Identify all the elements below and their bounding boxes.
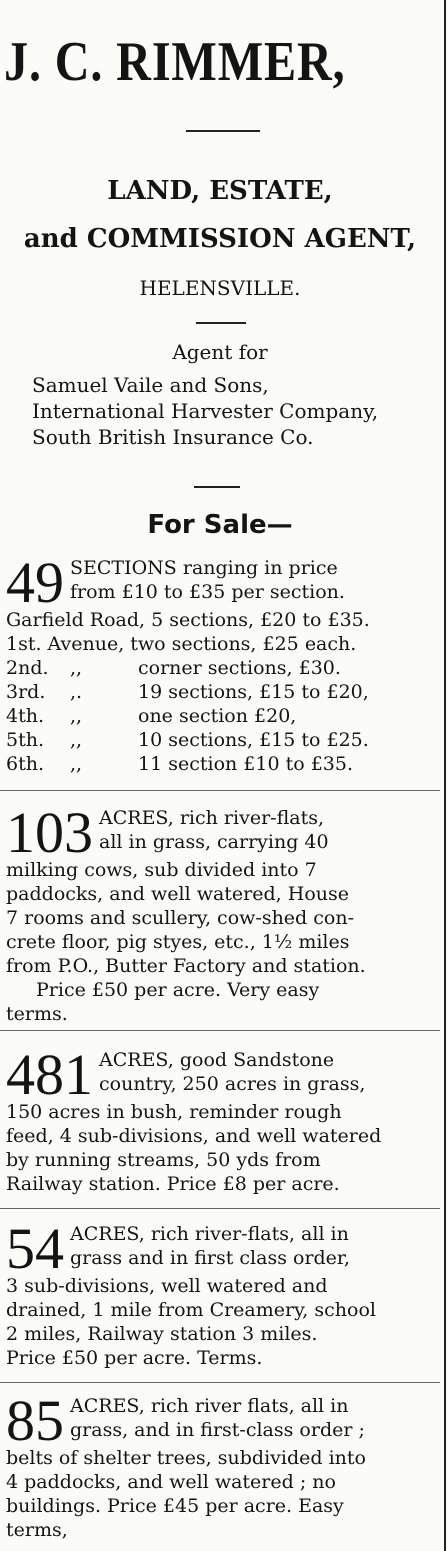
listing-line: by running streams, 50 yds from [6, 1149, 321, 1171]
column-rule [444, 0, 446, 1551]
listing-line: feed, 4 sub-divisions, and well watered [6, 1125, 382, 1147]
listing-line: 2 miles, Railway station 3 miles. [6, 1323, 318, 1345]
agent-for-label: Agent for [172, 340, 268, 364]
town: HELENSVILLE. [139, 276, 301, 300]
divider [0, 1030, 440, 1031]
avenue-row [6, 656, 434, 680]
divider [0, 1382, 440, 1383]
listing-line: belts of shelter trees, subdivided into [6, 1447, 366, 1469]
listing-line: 150 acres in bush, reminder rough [6, 1101, 342, 1123]
divider [196, 322, 246, 324]
agency-item: International Harvester Company, [32, 399, 379, 423]
listing-line: 1st. Avenue, two sections, £25 each. [6, 633, 357, 655]
business-line-2: and COMMISSION AGENT, [23, 224, 417, 254]
listing-54 [6, 1216, 434, 1370]
agencies-list [32, 372, 378, 450]
listing-line: milking cows, sub divided into 7 [6, 859, 317, 881]
divider [194, 486, 240, 488]
agency-item: Samuel Vaile and Sons, [32, 373, 269, 397]
avenue-label: 3rd. [6, 681, 46, 703]
ditto-mark: ,, [70, 657, 83, 679]
listing-number: 481 [6, 1042, 93, 1107]
divider [186, 130, 260, 132]
avenue-label: 5th. [6, 729, 44, 751]
listing-line: from P.O., Butter Factory and station. [6, 955, 366, 977]
avenue-detail: 19 sections, £15 to £20, [138, 681, 369, 703]
listing-line: buildings. Price £45 per acre. Easy [6, 1495, 344, 1517]
avenue-row [6, 680, 434, 704]
listing-103 [6, 800, 434, 1026]
listing-number: 49 [6, 550, 64, 615]
ditto-mark: ,, [70, 729, 83, 751]
listing-line: Railway station. Price £8 per acre. [6, 1173, 340, 1195]
avenue-label: 6th. [6, 753, 44, 775]
listing-line: all in grass, carrying 40 [99, 831, 329, 853]
for-sale-heading: For Sale— [147, 510, 293, 540]
divider [0, 790, 440, 791]
listing-line: Garfield Road, 5 sections, £20 to £35. [6, 609, 370, 631]
listing-line: ACRES, rich river-flats, [99, 807, 324, 829]
listing-49 [6, 550, 434, 776]
listing-line: crete floor, pig styes, etc., 1½ miles [6, 931, 350, 953]
listing-line: 3 sub-divisions, well watered and [6, 1275, 328, 1297]
ditto-mark: ,, [70, 753, 83, 775]
listing-line: Price £50 per acre. Terms. [6, 1347, 263, 1369]
listing-line: drained, 1 mile from Creamery, school [6, 1299, 376, 1321]
avenue-detail: one section £20, [138, 705, 297, 727]
listing-number: 85 [6, 1388, 64, 1453]
divider [0, 1208, 440, 1209]
listing-line: grass, and in first-class order ; [70, 1419, 365, 1441]
listing-line: terms, [6, 1519, 68, 1541]
listing-85 [6, 1388, 434, 1542]
listing-number: 103 [6, 800, 93, 865]
listing-line: Price £50 per acre. Very easy [36, 979, 320, 1001]
listing-line: SECTIONS ranging in price [70, 557, 338, 579]
listing-line: ACRES, rich river-flats, all in [70, 1223, 349, 1245]
listing-line: grass and in first class order, [70, 1247, 350, 1269]
listing-line: terms. [6, 1003, 68, 1025]
avenue-label: 2nd. [6, 657, 49, 679]
listing-line: 7 rooms and scullery, cow-shed con- [6, 907, 354, 929]
avenue-detail: corner sections, £30. [138, 657, 341, 679]
ditto-mark: ,. [70, 681, 83, 703]
listing-line: paddocks, and well watered, House [6, 883, 349, 905]
avenue-detail: 10 sections, £15 to £25. [138, 729, 369, 751]
avenue-label: 4th. [6, 705, 44, 727]
avenue-row [6, 704, 434, 728]
listing-line: from £10 to £35 per section. [70, 581, 345, 603]
business-line-1: LAND, ESTATE, [107, 176, 333, 206]
listing-line: ACRES, good Sandstone [99, 1049, 335, 1071]
avenue-row [6, 728, 434, 752]
listing-481 [6, 1042, 434, 1196]
avenue-detail: 11 section £10 to £35. [138, 753, 354, 775]
listing-number: 54 [6, 1216, 64, 1281]
listing-line: country, 250 acres in grass, [99, 1073, 366, 1095]
agency-item: South British Insurance Co. [32, 425, 314, 449]
listing-line: ACRES, rich river flats, all in [70, 1395, 349, 1417]
avenue-row [6, 752, 434, 776]
listing-line: 4 paddocks, and well watered ; no [6, 1471, 336, 1493]
advertiser-name: J. C. RIMMER, [4, 31, 346, 93]
ditto-mark: ,, [70, 705, 83, 727]
